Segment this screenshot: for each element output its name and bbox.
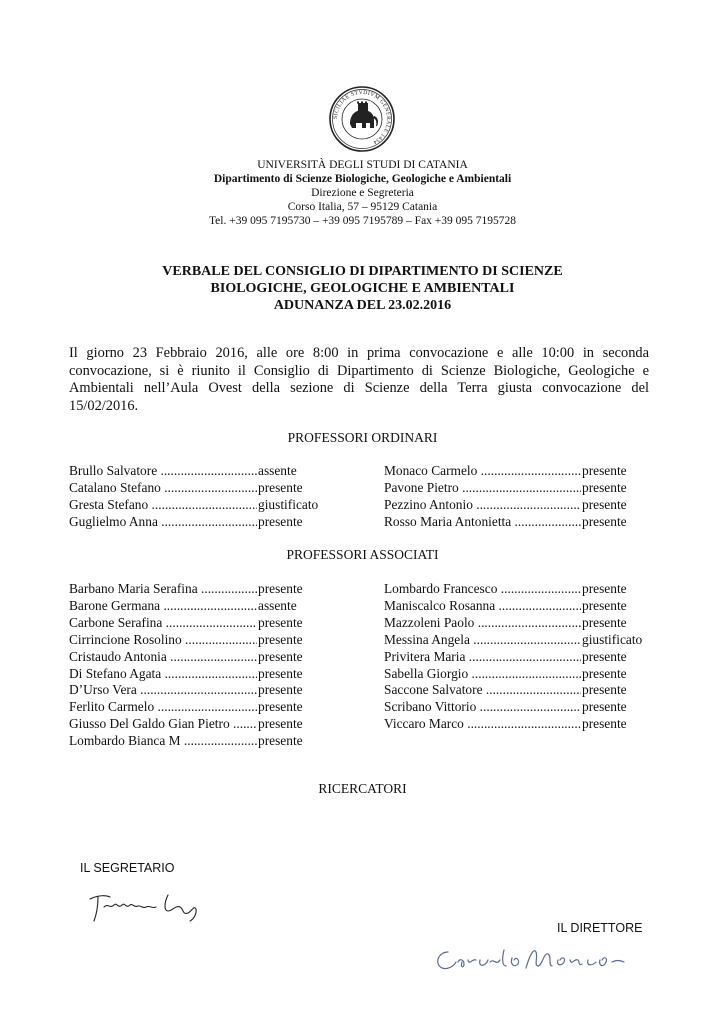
attendee-row xyxy=(384,581,642,598)
attendance-status: presente xyxy=(258,614,303,630)
attendee-name: Saccone Salvatore ..... xyxy=(384,682,581,699)
address: Corso Italia, 57 – 95129 Catania xyxy=(287,201,438,213)
document-title-line-2: BIOLOGICHE, GEOLOGICHE E AMBIENTALI xyxy=(210,281,515,296)
ordinari-right-list xyxy=(384,463,627,531)
attendance-status: assente xyxy=(258,597,297,613)
attendee-row xyxy=(384,682,642,699)
attendee-name: Pavone Pietro ..... xyxy=(384,480,581,497)
attendance-status: presente xyxy=(582,716,627,732)
attendee-name: Rosso Maria Antonietta ..... xyxy=(384,514,581,531)
attendance-status: presente xyxy=(582,581,627,596)
attendee-row xyxy=(69,682,303,699)
attendee-row xyxy=(384,514,627,531)
attendee-row xyxy=(69,615,303,632)
attendee-name: Lombardo Francesco ..... xyxy=(384,581,581,598)
attendance-status: presente xyxy=(258,716,303,732)
associati-left-list xyxy=(69,581,303,750)
attendee-row xyxy=(69,649,303,666)
attendee-name: Lombardo Bianca M ..... xyxy=(69,733,257,750)
attendee-row xyxy=(69,480,318,497)
attendee-name: Scribano Vittorio ..... xyxy=(384,699,581,716)
attendee-name: Privitera Maria ..... xyxy=(384,649,581,666)
attendee-row xyxy=(69,632,303,649)
attendee-name: D’Urso Vera ..... xyxy=(69,682,257,699)
attendance-status: presente xyxy=(258,665,303,681)
attendee-row xyxy=(69,581,303,598)
attendance-status: presente xyxy=(582,648,627,664)
attendee-name: Monaco Carmelo ..... xyxy=(384,463,581,480)
attendance-status: assente xyxy=(258,463,297,478)
attendance-status: presente xyxy=(582,682,627,698)
intro-paragraph: Il giorno 23 Febbraio 2016, alle ore 8:00 in prima convocazione e alle 10:00 in seconda convocazione, si è riunito il Consiglio di Dipartimento di Scienze Biologiche, Geologiche e Ambientali nell’Aula Ovest della sezione di Scienze della Terra giusta convocazione del 15/02/2016. xyxy=(69,345,649,414)
attendance-status: presente xyxy=(258,699,303,715)
attendance-status: presente xyxy=(258,479,303,495)
attendee-name: Sabella Giorgio ..... xyxy=(384,666,581,683)
attendee-row xyxy=(69,666,303,683)
attendance-status: presente xyxy=(582,614,627,630)
attendee-row xyxy=(384,632,642,649)
attendee-name: Giusso Del Galdo Gian Pietro ..... xyxy=(69,716,257,733)
department-name: Dipartimento di Scienze Biologiche, Geologiche e Ambientali xyxy=(213,173,512,185)
section-heading-ordinari: PROFESSORI ORDINARI xyxy=(287,430,438,445)
attendee-row xyxy=(384,598,642,615)
office-name: Direzione e Segreteria xyxy=(311,187,414,199)
ordinari-left-list xyxy=(69,463,318,531)
attendee-row xyxy=(384,649,642,666)
attendance-status: presente xyxy=(582,597,627,613)
attendee-name: Di Stefano Agata ..... xyxy=(69,666,257,683)
attendee-name: Mazzoleni Paolo ..... xyxy=(384,615,581,632)
attendee-row xyxy=(384,497,627,514)
attendee-name: Messina Angela ..... xyxy=(384,632,581,649)
section-heading-associati: PROFESSORI ASSOCIATI xyxy=(286,547,439,562)
attendance-status: presente xyxy=(582,496,627,512)
attendee-row xyxy=(69,699,303,716)
attendance-status: presente xyxy=(258,648,303,664)
attendee-name: Gresta Stefano ..... xyxy=(69,497,257,514)
attendee-name: Brullo Salvatore ..... xyxy=(69,463,257,480)
attendee-name: Cirrincione Rosolino ..... xyxy=(69,632,257,649)
seal-lettering: SICILIAE STVDIVM GENERALE 1434 xyxy=(332,89,392,146)
attendee-name: Maniscalco Rosanna ..... xyxy=(384,598,581,615)
attendance-status: giustificato xyxy=(582,631,643,647)
attendee-name: Pezzino Antonio ..... xyxy=(384,497,581,514)
attendee-name: Guglielmo Anna ..... xyxy=(69,514,257,531)
secretary-label: IL SEGRETARIO xyxy=(80,861,175,875)
attendance-status: presente xyxy=(582,463,627,478)
attendee-name: Cristaudo Antonia ..... xyxy=(69,649,257,666)
associati-right-list xyxy=(384,581,642,733)
attendee-row xyxy=(384,463,627,480)
elephant-icon xyxy=(350,102,378,129)
attendee-row xyxy=(384,480,627,497)
attendee-row xyxy=(69,716,303,733)
meeting-date: ADUNANZA DEL 23.02.2016 xyxy=(273,298,452,313)
attendance-status: presente xyxy=(258,581,303,596)
attendee-name: Barbano Maria Serafina ..... xyxy=(69,581,257,598)
attendee-row xyxy=(69,598,303,615)
attendance-status: presente xyxy=(258,733,303,749)
attendee-row xyxy=(69,463,318,480)
attendee-name: Carbone Serafina ..... xyxy=(69,615,257,632)
attendee-row xyxy=(69,514,318,531)
attendee-row xyxy=(384,666,642,683)
attendee-row xyxy=(384,615,642,632)
attendee-row xyxy=(384,699,642,716)
document-title-line-1: VERBALE DEL CONSIGLIO DI DIPARTIMENTO DI SCIENZE xyxy=(162,264,563,279)
attendee-row xyxy=(384,716,642,733)
director-label: IL DIRETTORE xyxy=(557,921,643,935)
attendee-name: Ferlito Carmelo ..... xyxy=(69,699,257,716)
attendance-status: presente xyxy=(258,682,303,698)
attendance-status: giustificato xyxy=(258,496,319,512)
section-heading-ricercatori: RICERCATORI xyxy=(318,781,407,796)
secretary-signature xyxy=(84,887,204,927)
attendance-status: presente xyxy=(582,665,627,681)
attendee-name: Catalano Stefano ..... xyxy=(69,480,257,497)
attendee-row xyxy=(69,497,318,514)
attendance-status: presente xyxy=(258,631,303,647)
university-seal xyxy=(329,86,395,152)
attendance-status: presente xyxy=(258,513,303,529)
contacts: Tel. +39 095 7195730 – +39 095 7195789 – Fax +39 095 7195728 xyxy=(208,215,517,227)
attendance-status: presente xyxy=(582,513,627,529)
attendance-status: presente xyxy=(582,699,627,715)
attendee-name: Viccaro Marco ..... xyxy=(384,716,581,733)
attendee-row xyxy=(69,733,303,750)
director-signature xyxy=(430,938,640,978)
attendee-name: Barone Germana ..... xyxy=(69,598,257,615)
university-name: UNIVERSITÀ DEGLI STUDI DI CATANIA xyxy=(257,159,468,171)
attendance-status: presente xyxy=(582,479,627,495)
